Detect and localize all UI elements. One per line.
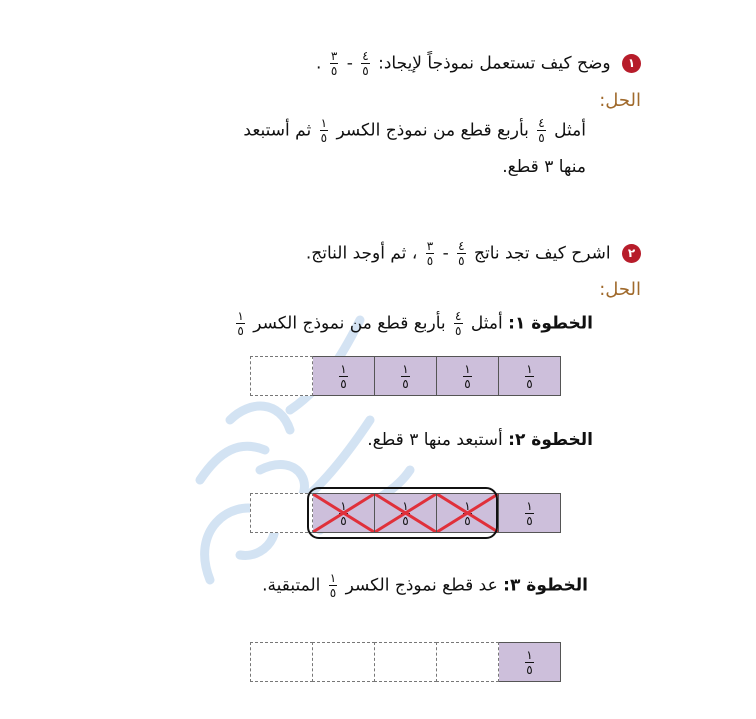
question-1	[316, 50, 641, 77]
empty-piece	[312, 642, 375, 682]
step-title: الخطوة ١:	[508, 313, 593, 334]
empty-piece	[374, 642, 437, 682]
question-2: ٢ اشرح كيف تجد ناتج $\frac{٤}{٥}$ - $\frac{٣}{٥}$ ، ثم أوجد الناتج.	[306, 240, 641, 267]
piece-label: $\frac{١}{٥}$	[402, 498, 409, 528]
fraction-piece	[498, 356, 561, 396]
question-number-badge: ٢	[622, 244, 641, 263]
fraction: $\frac{٤}{٥}$	[458, 239, 465, 268]
solution-1-line-1: أمثل $\frac{٤}{٥}$ بأربع قطع من نموذج الكسر $\frac{١}{٥}$ ثم أستبعد	[243, 116, 586, 145]
fraction: $\frac{٤}{٥}$	[538, 116, 545, 145]
piece-label: $\frac{١}{٥}$	[402, 361, 409, 391]
piece-label: $\frac{١}{٥}$	[464, 361, 471, 391]
piece-label: $\frac{١}{٥}$	[340, 498, 347, 528]
fraction-model-step-3	[250, 642, 558, 682]
step-3: الخطوة ٣: عد قطع نموذج الكسر $\frac{١}{٥}$ المتبقية.	[262, 571, 588, 600]
empty-piece	[436, 642, 499, 682]
solution-label: الحل:	[599, 90, 641, 111]
fraction-piece	[374, 356, 437, 396]
fraction-model-step-1	[250, 356, 558, 396]
piece-label: $\frac{١}{٥}$	[340, 361, 347, 391]
fraction: $\frac{٣}{٥}$	[330, 49, 338, 78]
solution-1-line-2: منها ٣ قطع.	[502, 157, 586, 177]
fraction-piece	[498, 493, 561, 533]
fraction-piece	[312, 356, 375, 396]
step-title: الخطوة ٢:	[508, 430, 593, 450]
fraction-piece	[436, 356, 499, 396]
question-text: وضح كيف تستعمل نموذجاً لإيجاد:	[378, 53, 611, 74]
piece-label: $\frac{١}{٥}$	[526, 647, 533, 677]
step-2: الخطوة ٢: أستبعد منها ٣ قطع.	[367, 430, 593, 450]
piece-label: $\frac{١}{٥}$	[526, 361, 533, 391]
fraction: $\frac{٤}{٥}$	[455, 309, 462, 338]
fraction-piece	[498, 642, 561, 682]
empty-piece	[250, 356, 313, 396]
empty-piece	[250, 642, 313, 682]
piece-label: $\frac{١}{٥}$	[464, 498, 471, 528]
step-title: الخطوة ٣:	[503, 575, 588, 596]
minus-sign: -	[346, 53, 353, 74]
fraction: $\frac{١}{٥}$	[329, 571, 337, 600]
fraction: $\frac{١}{٥}$	[237, 309, 244, 338]
step-1: الخطوة ١: أمثل $\frac{٤}{٥}$ بأربع قطع من نموذج الكسر $\frac{١}{٥}$	[237, 309, 593, 338]
period: .	[316, 53, 322, 74]
fraction: $\frac{٤}{٥}$	[362, 49, 369, 78]
fraction: $\frac{١}{٥}$	[320, 116, 328, 145]
watermark	[170, 300, 430, 600]
solution-label: الحل:	[599, 279, 641, 300]
removed-pieces-outline	[307, 487, 498, 539]
fraction: $\frac{٣}{٥}$	[426, 239, 434, 268]
piece-label: $\frac{١}{٥}$	[526, 498, 533, 528]
question-number-badge: ١	[622, 54, 641, 73]
empty-piece	[250, 493, 313, 533]
